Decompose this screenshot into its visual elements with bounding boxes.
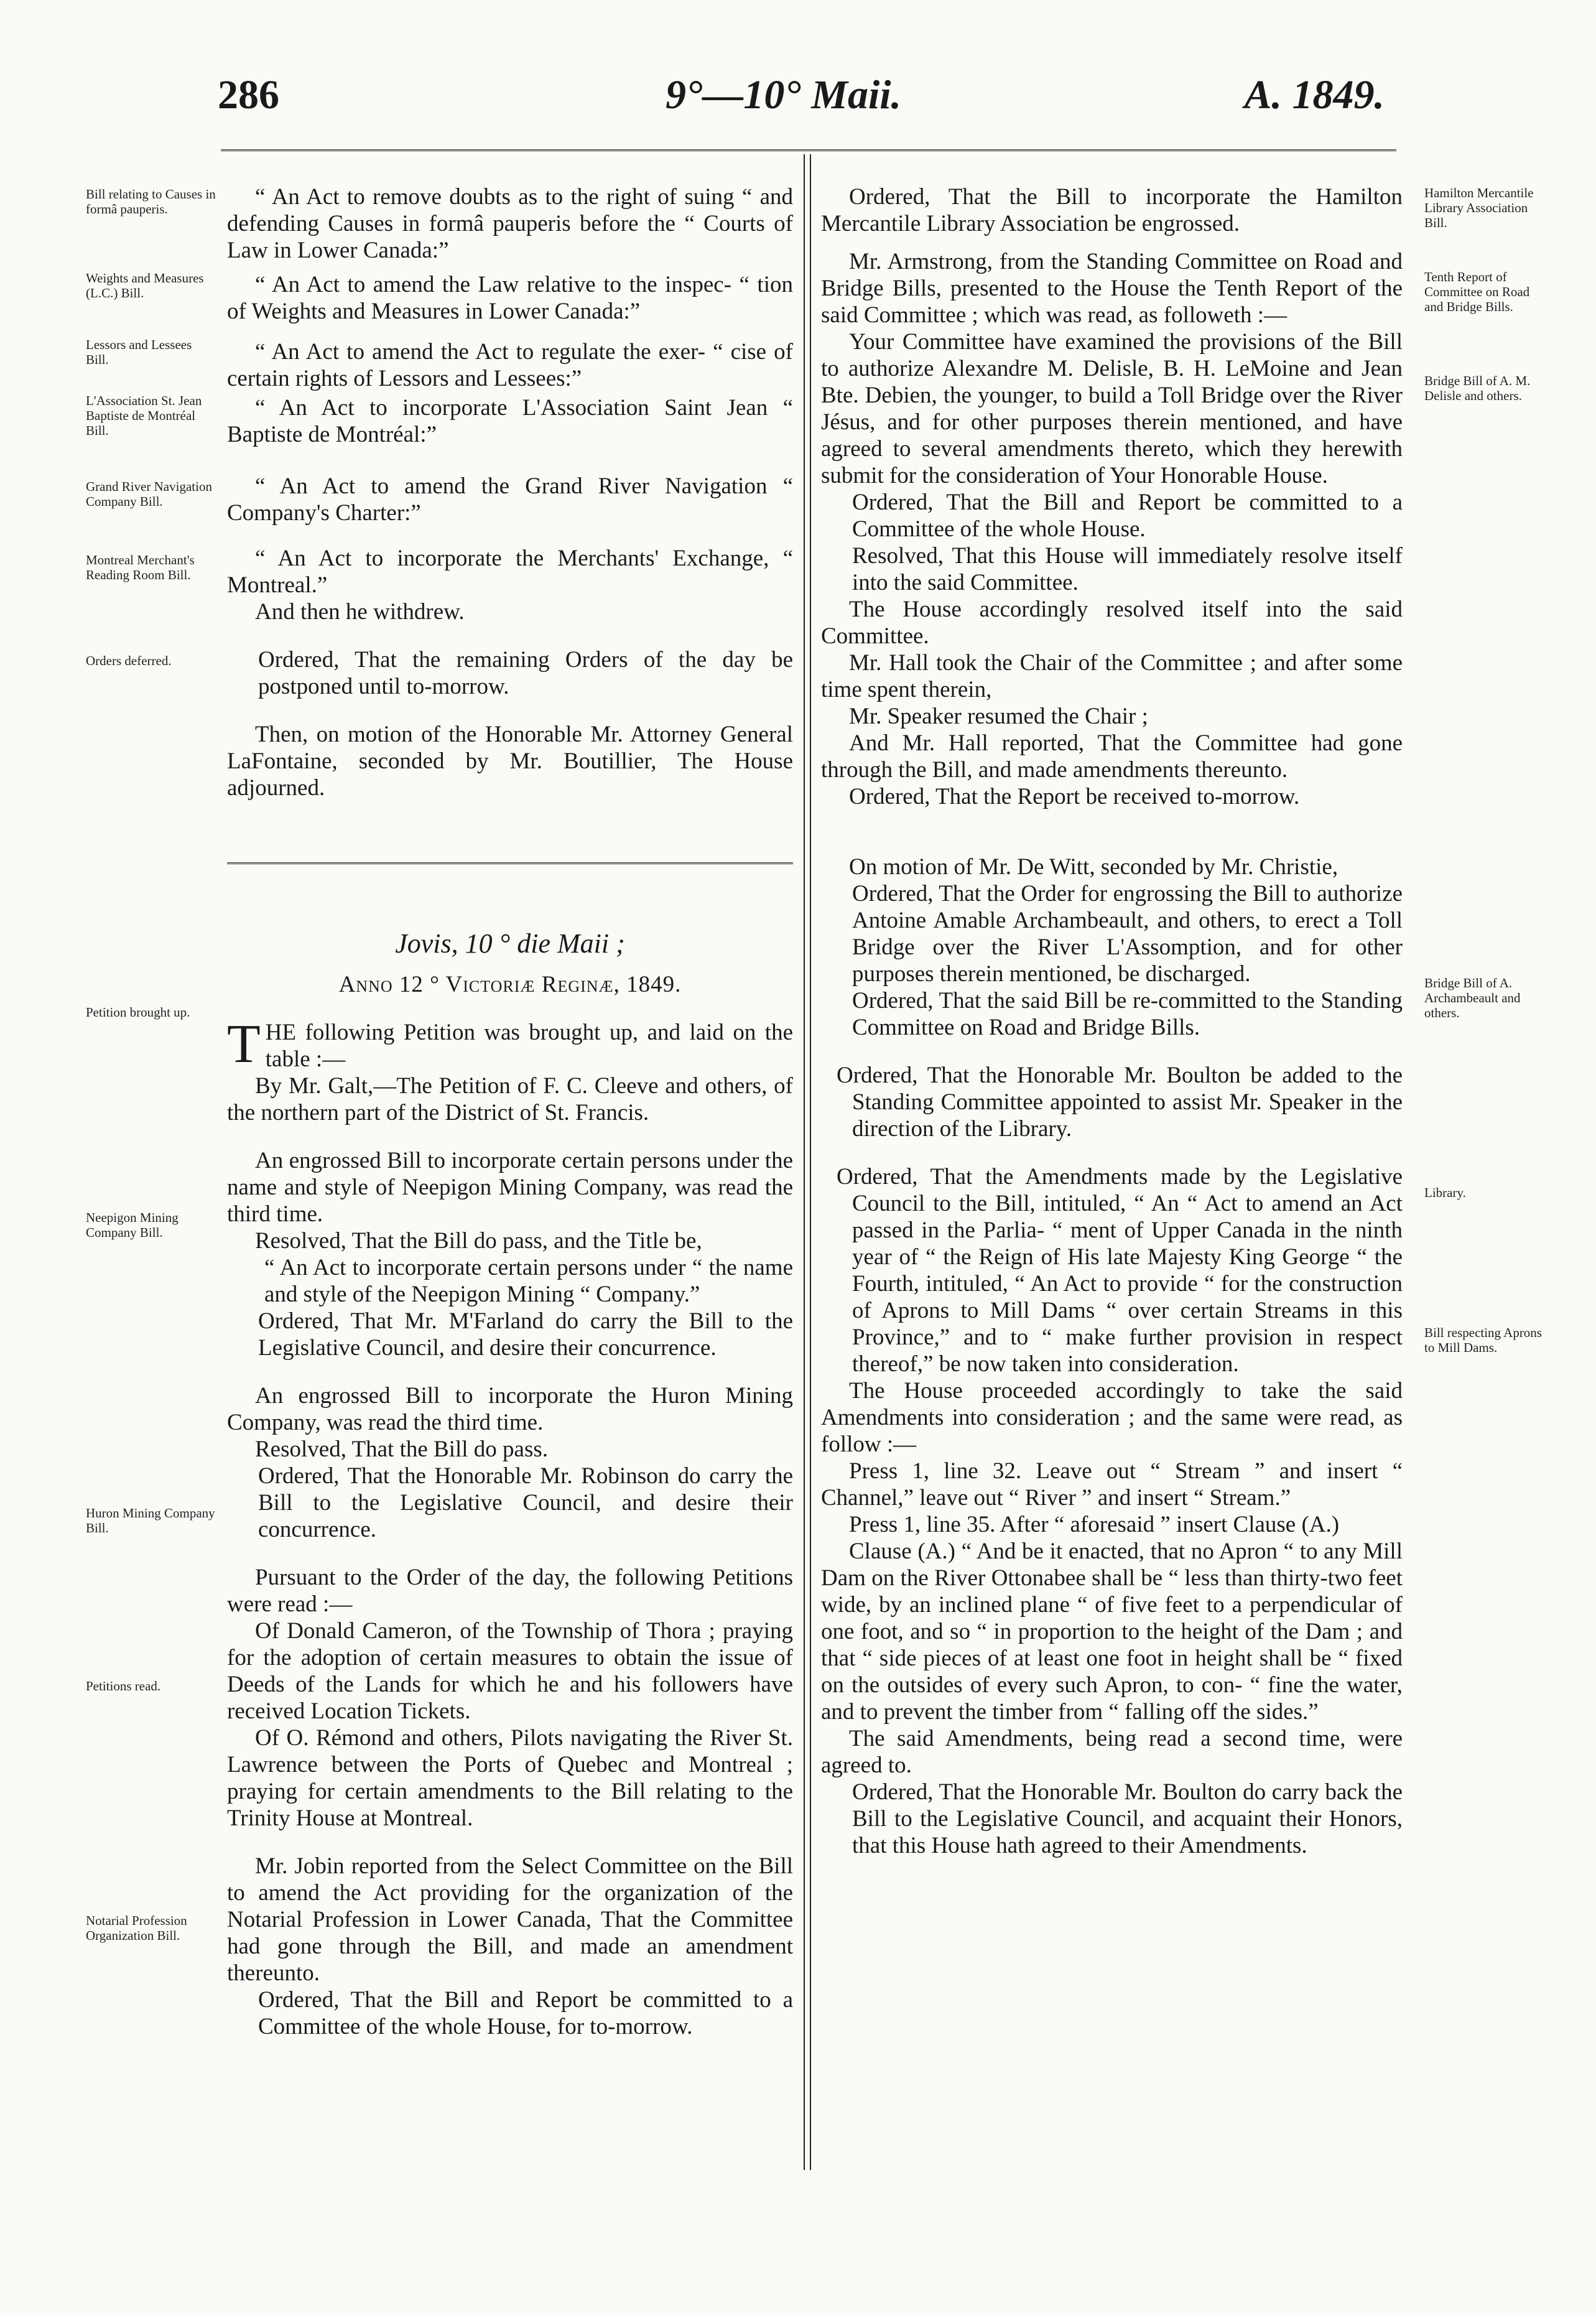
neepigon-ordered: Ordered, That Mr. M'Farland do carry the Bill to the Legislative Council, and desire their concurrence.: [258, 1308, 793, 1361]
left-note-6: Orders deferred.: [86, 653, 172, 668]
aprons-proceed: The House proceeded accordingly to take the said Amendments into consideration ; and the same were read, as follow :—: [821, 1378, 1403, 1457]
dewitt-motion: On motion of Mr. De Witt, seconded by Mr. Christie,: [849, 854, 1339, 880]
neepigon-intro: An engrossed Bill to incorporate certain persons under the name and style of Neepigon Mining Company, was read the third time.: [227, 1148, 793, 1227]
left-note-1: Weights and Measures (L.C.) Bill.: [86, 271, 204, 300]
act-formapauperis: “ An Act to remove doubts as to the right of suing “ and defending Causes in formâ pauperis before the “ Courts of Law in Lower Canada:”: [227, 184, 793, 263]
page-date: 9°—10° Maii.: [666, 72, 902, 118]
right-note-0: Hamilton Mercantile Library Association Bill.: [1424, 185, 1534, 230]
armstrong-report-intro: Mr. Armstrong, from the Standing Committee on Road and Bridge Bills, presented to the House the Tenth Report of the said Committee ; which was read, as followeth :—: [821, 249, 1403, 328]
act-merchants-exchange: “ An Act to incorporate the Merchants' Exchange, “ Montreal.”: [227, 546, 793, 598]
notarial-ordered: Ordered, That the Bill and Report be committed to a Committee of the whole House, for to-morrow.: [258, 1987, 793, 2039]
right-note-4: Library.: [1424, 1185, 1466, 1200]
aprons-order: Ordered, That the Amendments made by the Legislative Council to the Bill, intituled, “ An “ Act to amend an Act passed in the Parlia- “ ment of Upper Canada in the ninth year of “ the Reign of His late Majesty King George “ the Fourth, intituled, “ An Act to provide “ for the construction of Aprons to Mill Dams “ over certain Streams in this Province,” and to “ make further provision in respect thereof,” be now taken into consideration.: [837, 1164, 1403, 1377]
header-rule: [221, 149, 1396, 154]
page-header: [0, 72, 1596, 131]
library-order: Ordered, That the Honorable Mr. Boulton be added to the Standing Committee appointed to assist Mr. Speaker in the direction of the Library.: [837, 1063, 1403, 1142]
anno-heading: Anno 12 ° Victoriæ Reginæ, 1849.: [338, 972, 682, 997]
right-note-1: Tenth Report of Committee on Road and Bridge Bills.: [1424, 269, 1530, 314]
orders-deferred-text: Ordered, That the remaining Orders of the day be postponed until to-morrow.: [258, 647, 793, 699]
left-note-7: Petition brought up.: [86, 1005, 190, 1020]
committee-report: Your Committee have examined the provisions of the Bill to authorize Alexandre M. Delisle, B. H. LeMoine and Jean Bte. Debien, the younger, to build a Toll Bridge over the River Jésus, and for other purposes therein mentioned, and have agreed to several amendments thereto, which they herewith submit for the consideration of Your Honorable House.: [821, 329, 1403, 488]
act-grand-river: “ An Act to amend the Grand River Navigation “ Company's Charter:”: [227, 473, 793, 526]
report-tomorrow: Ordered, That the Report be received to-morrow.: [849, 784, 1300, 809]
petition-galt: By Mr. Galt,—The Petition of F. C. Cleeve and others, of the northern part of the District of St. Francis.: [227, 1073, 793, 1125]
left-note-2: Lessors and Lessees Bill.: [86, 337, 192, 367]
dewitt-recommit: Ordered, That the said Bill be re-committed to the Standing Committee on Road and Bridge Bills.: [852, 988, 1403, 1040]
left-note-4: Grand River Navigation Company Bill.: [86, 479, 212, 509]
petition-intro: THE following Petition was brought up, and laid on the table :—: [227, 1014, 793, 1074]
right-note-5: Bill respecting Aprons to Mill Dams.: [1424, 1325, 1542, 1355]
left-note-5: Montreal Merchant's Reading Room Bill.: [86, 552, 195, 582]
page-year: A. 1849.: [1244, 72, 1385, 118]
left-note-3: L'Association St. Jean Baptiste de Montréal Bill.: [86, 393, 202, 438]
page-number: 286: [218, 72, 279, 118]
act-saint-jean: “ An Act to incorporate L'Association Saint Jean “ Baptiste de Montréal:”: [227, 395, 793, 447]
huron-block: [227, 1382, 793, 1543]
right-column: [821, 184, 1403, 1859]
resolve-committee: Resolved, That this House will immediately resolve itself into the said Committee.: [852, 543, 1403, 595]
order-commit: Ordered, That the Bill and Report be committed to a Committee of the whole House.: [852, 490, 1403, 542]
adjourned-text: Then, on motion of the Honorable Mr. Attorney General LaFontaine, seconded by Mr. Boutillier, The House adjourned.: [227, 722, 793, 801]
column-divider: [804, 154, 811, 2170]
right-note-2: Bridge Bill of A. M. Delisle and others.: [1424, 373, 1531, 403]
huron-ordered: Ordered, That the Honorable Mr. Robinson do carry the Bill to the Legislative Council, and desire their concurrence.: [258, 1463, 793, 1542]
petitions-intro: Pursuant to the Order of the day, the following Petitions were read :—: [227, 1565, 793, 1617]
right-note-3: Bridge Bill of A. Archambeault and others.: [1424, 976, 1521, 1020]
neepigon-resolved: Resolved, That the Bill do pass, and the Title be,: [255, 1228, 702, 1254]
house-resolved: The House accordingly resolved itself into the said Committee.: [821, 597, 1403, 649]
petition-cameron: Of Donald Cameron, of the Township of Thora ; praying for the adoption of certain measures to obtain the issue of Deeds of the Lands for which he and his followers have received Location Tickets.: [227, 1618, 793, 1724]
clause-a: Clause (A.) “ And be it enacted, that no Apron “ to any Mill Dam on the River Ottonabee shall be “ less than thirty-two feet wide, by an inclined plane “ of five feet to a perpendicular of one foot, and so “ in proportion to the height of the Dam ; and that “ side pieces of at least one foot in height shall be “ fixed on the outsides of every such Apron, to con- “ fine the water, and to prevent the timber from “ falling off the sides.”: [821, 1539, 1403, 1725]
huron-resolved: Resolved, That the Bill do pass.: [255, 1437, 549, 1462]
act-weights-measures: “ An Act to amend the Law relative to the inspec- “ tion of Weights and Measures in Lower Canada:”: [227, 272, 793, 324]
second-reading: The said Amendments, being read a second time, were agreed to.: [821, 1726, 1403, 1778]
acts-list: [227, 184, 793, 625]
press-line-32: Press 1, line 32. Leave out “ Stream ” and insert “ Channel,” leave out “ River ” and insert “ Stream.”: [821, 1458, 1403, 1511]
speaker-resumed: Mr. Speaker resumed the Chair ;: [849, 704, 1148, 729]
hamilton-order: Ordered, That the Bill to incorporate the Hamilton Mercantile Library Association be engrossed.: [821, 184, 1403, 236]
neepigon-block: [227, 1147, 793, 1361]
neepigon-title: “ An Act to incorporate certain persons under “ the name and style of the Neepigon Mining “ Company.”: [264, 1255, 793, 1307]
act-lessors-lessees: “ An Act to amend the Act to regulate the exer- “ cise of certain rights of Lessors and Lessees:”: [227, 339, 793, 391]
notarial-report: Mr. Jobin reported from the Select Committee on the Bill to amend the Act providing for the organization of the Notarial Profession in Lower Canada, That the Committee had gone through the Bill, and made an amendment thereunto.: [227, 1853, 793, 1986]
left-note-8: Neepigon Mining Company Bill.: [86, 1210, 179, 1240]
huron-intro: An engrossed Bill to incorporate the Huron Mining Company, was read the third time.: [227, 1383, 793, 1435]
section-rule: [227, 862, 793, 867]
left-note-0: Bill relating to Causes in formâ pauperis.: [86, 187, 216, 217]
left-note-10: Petitions read.: [86, 1679, 161, 1693]
boulton-carry-back: Ordered, That the Honorable Mr. Boulton do carry back the Bill to the Legislative Council, and acquaint their Honors, that this House hath agreed to their Amendments.: [852, 1779, 1403, 1858]
petition-remond: Of O. Rémond and others, Pilots navigating the River St. Lawrence between the Ports of Quebec and Montreal ; praying for certain amendments to the Bill relating to the Trinity House at Montreal.: [227, 1725, 793, 1831]
left-note-11: Notarial Profession Organization Bill.: [86, 1913, 187, 1943]
left-column: [227, 184, 793, 2040]
left-note-9: Huron Mining Company Bill.: [86, 1506, 215, 1535]
day-heading: Jovis, 10 ° die Maii ;: [395, 928, 625, 959]
press-line-35: Press 1, line 35. After “ aforesaid ” insert Clause (A.): [849, 1512, 1340, 1537]
drop-cap: T: [227, 1014, 261, 1074]
hall-reported: And Mr. Hall reported, That the Committee had gone through the Bill, and made amendments thereunto.: [821, 730, 1403, 783]
dewitt-discharge: Ordered, That the Order for engrossing the Bill to authorize Antoine Amable Archambeault, and others, to erect a Toll Bridge over the River L'Assomption, and for other purposes therein mentioned, be discharged.: [852, 881, 1403, 987]
notarial-block: [227, 1853, 793, 2040]
hall-chair: Mr. Hall took the Chair of the Committee ; and after some time spent therein,: [821, 650, 1403, 702]
petitions-block: [227, 1564, 793, 1832]
withdrew-text: And then he withdrew.: [255, 599, 465, 625]
